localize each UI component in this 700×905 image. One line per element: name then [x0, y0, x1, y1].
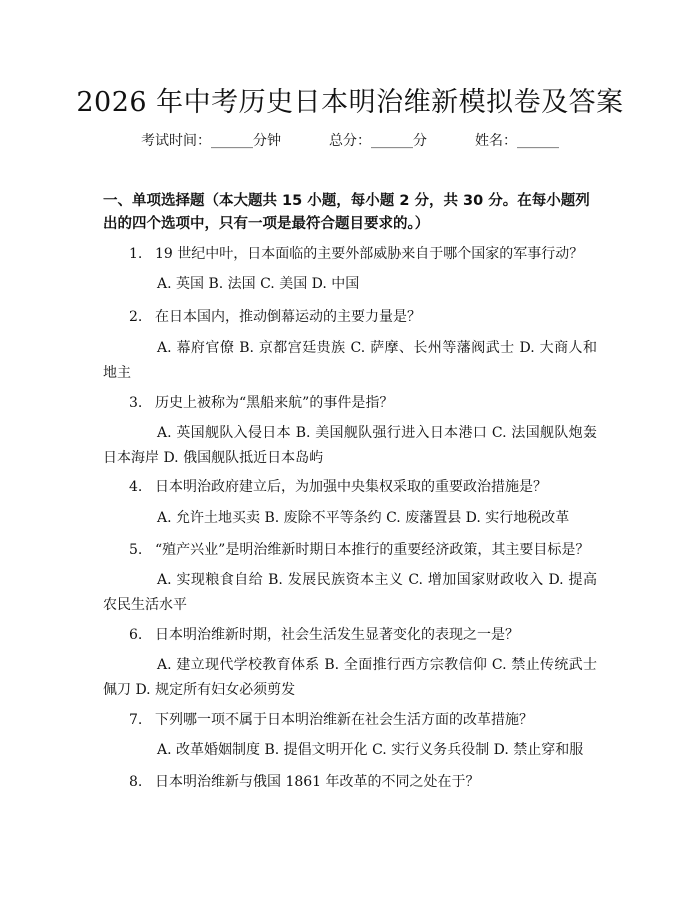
total-score-field: 总分：______分: [329, 133, 427, 149]
question-number: 3.: [129, 395, 143, 411]
question-number: 8.: [129, 774, 143, 790]
question-text: “殖产兴业”是明治维新时期日本推行的重要经济政策，其主要目标是？: [155, 542, 590, 558]
question-number: 5.: [129, 542, 143, 558]
question-5: [103, 539, 597, 561]
question-4: [103, 476, 597, 498]
question-3-options: A. 英国舰队入侵日本 B. 美国舰队强行进入日本港口 C. 法国舰队炮轰日本海岸 D. 俄国舰队抵近日本岛屿: [103, 425, 597, 466]
question-text: 历史上被称为“黑船来航”的事件是指？: [155, 395, 394, 411]
question-number: 6.: [129, 627, 143, 643]
exam-meta: [0, 130, 700, 150]
question-6: [103, 624, 597, 646]
section-heading: 一、单项选择题（本大题共 15 小题，每小题 2 分，共 30 分。在每小题列出的四个选项中，只有一项是最符合题目要求的。）: [103, 193, 590, 232]
question-2: [103, 306, 597, 328]
question-8: [103, 771, 597, 793]
question-text: 日本明治维新时期，社会生活发生显著变化的表现之一是？: [155, 627, 519, 643]
question-3: [103, 392, 597, 414]
student-name-field: 姓名：______: [475, 133, 559, 149]
question-number: 7.: [129, 712, 143, 728]
question-7: [103, 709, 597, 731]
question-4-options: A. 允许土地买卖 B. 废除不平等条约 C. 废藩置县 D. 实行地税改革: [157, 510, 570, 526]
question-text: 下列哪一项不属于日本明治维新在社会生活方面的改革措施？: [155, 712, 533, 728]
question-text: 19 世纪中叶，日本面临的主要外部威胁来自于哪个国家的军事行动？: [155, 246, 584, 262]
question-text: 在日本国内，推动倒幕运动的主要力量是？: [155, 309, 421, 325]
question-6-options: A. 建立现代学校教育体系 B. 全面推行西方宗教信仰 C. 禁止传统武士佩刀 D. 规定所有妇女必须剪发: [103, 657, 597, 698]
question-text: 日本明治维新与俄国 1861 年改革的不同之处在于？: [155, 774, 480, 790]
question-1-options: A. 英国 B. 法国 C. 美国 D. 中国: [157, 276, 360, 292]
question-5-options: A. 实现粮食自给 B. 发展民族资本主义 C. 增加国家财政收入 D. 提高农民生活水平: [103, 572, 597, 613]
question-number: 1.: [129, 246, 143, 262]
question-number: 4.: [129, 479, 143, 495]
question-7-options: A. 改革婚姻制度 B. 提倡文明开化 C. 实行义务兵役制 D. 禁止穿和服: [157, 742, 584, 758]
question-text: 日本明治政府建立后，为加强中央集权采取的重要政治措施是？: [155, 479, 547, 495]
question-1: [103, 243, 597, 265]
page-title: 2026 年中考历史日本明治维新模拟卷及答案: [76, 87, 624, 118]
question-2-options: A. 幕府官僚 B. 京都宫廷贵族 C. 萨摩、长州等藩阀武士 D. 大商人和地主: [103, 340, 597, 381]
question-number: 2.: [129, 309, 143, 325]
exam-time-field: 考试时间：______分钟: [141, 133, 281, 149]
